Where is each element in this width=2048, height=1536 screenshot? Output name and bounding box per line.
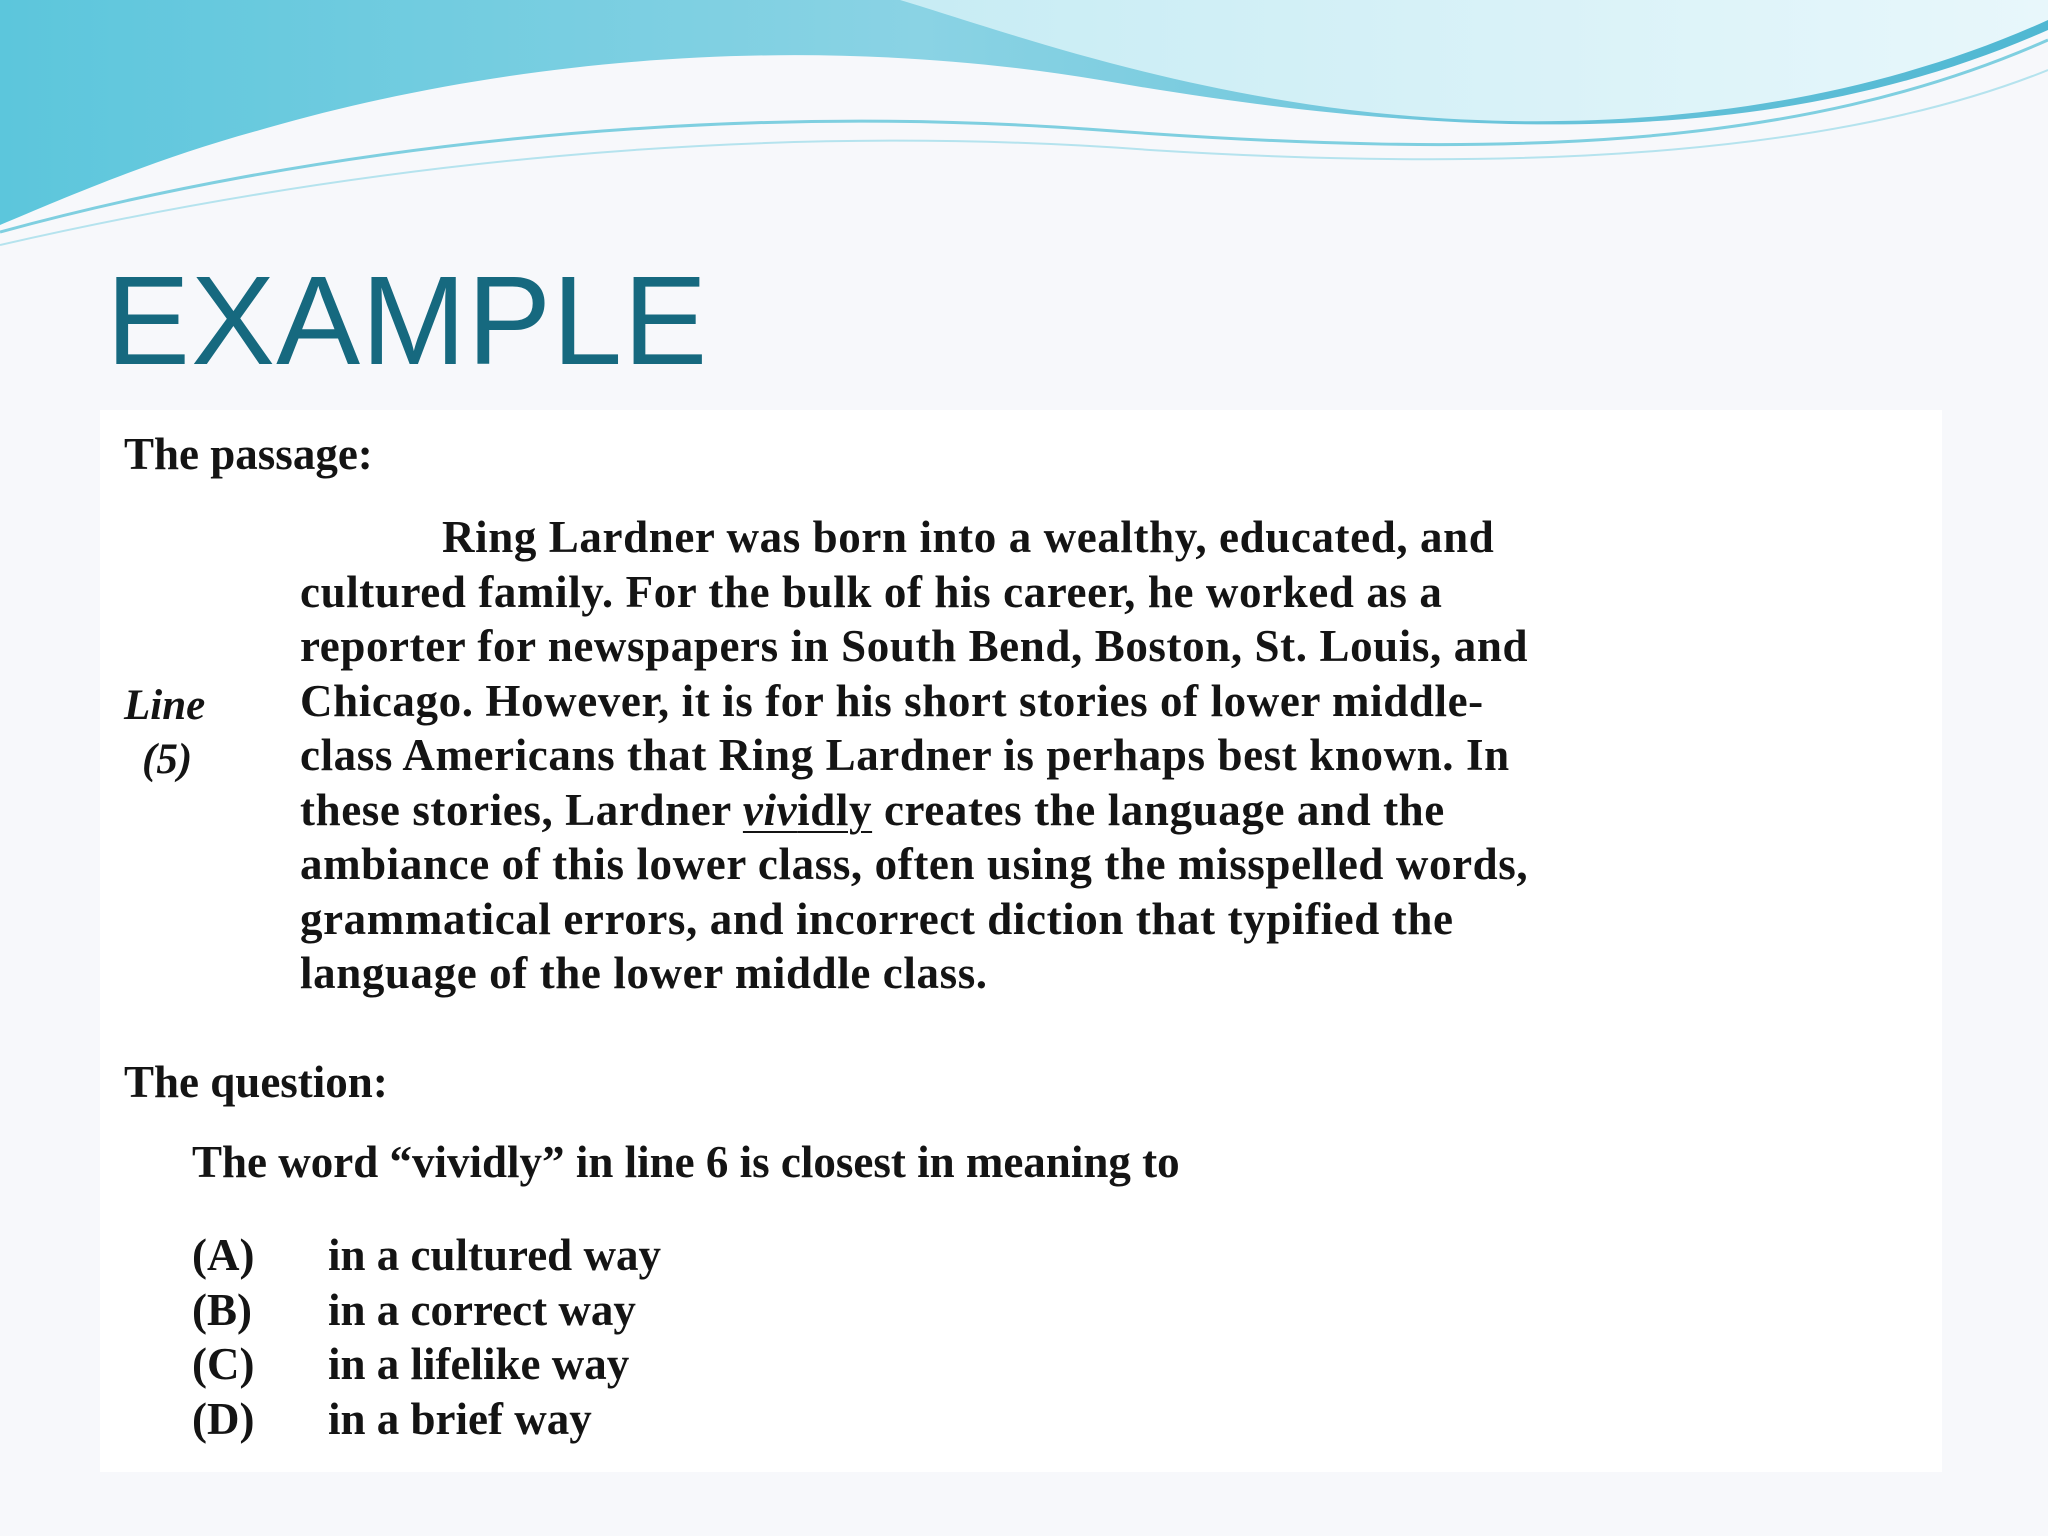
passage-line-9: language of the lower middle class. xyxy=(300,948,988,998)
slide-title: EXAMPLE xyxy=(106,250,709,391)
passage-line-1: Ring Lardner was born into a wealthy, educated, and xyxy=(442,512,1495,562)
choice-c xyxy=(192,1337,661,1392)
choice-a-text: in a cultured way xyxy=(328,1230,661,1280)
choice-b-letter: (B) xyxy=(192,1284,252,1335)
choice-d-text: in a brief way xyxy=(328,1393,592,1444)
passage-line-4: Chicago. However, it is for his short stories of lower middle- xyxy=(300,675,1484,726)
choice-d-letter: (D) xyxy=(192,1393,255,1444)
passage-line-5: class Americans that Ring Lardner is perhaps best known. In xyxy=(300,730,1510,780)
choice-b xyxy=(192,1283,661,1338)
underlined-target-word xyxy=(743,785,872,835)
choice-d xyxy=(192,1392,661,1447)
choice-b-text: in a correct way xyxy=(328,1284,636,1335)
passage-line-6 xyxy=(300,783,1940,838)
question-heading: The question: xyxy=(124,1057,388,1107)
target-word-italic: viv xyxy=(742,784,798,835)
passage-line-2: cultured family. For the bulk of his career, he worked as a xyxy=(300,566,1443,617)
choice-a-letter: (A) xyxy=(192,1230,255,1280)
header-wave-decoration xyxy=(0,0,2048,260)
line-marker-word: Line xyxy=(124,682,206,729)
question-stem-after: in line 6 is closest in meaning to xyxy=(564,1137,1180,1187)
question-stem-before: The word xyxy=(192,1137,390,1187)
passage-line-3: reporter for newspapers in South Bend, Boston, St. Louis, and xyxy=(300,621,1529,671)
answer-choices xyxy=(192,1228,661,1446)
choice-a xyxy=(192,1228,661,1283)
passage-line-8: grammatical errors, and incorrect diction that typified the xyxy=(300,893,1454,944)
passage-line-6-after: creates the language and the xyxy=(872,784,1445,835)
question-stem xyxy=(192,1137,1180,1187)
passage-line-6-before: these stories, Lardner xyxy=(300,784,743,835)
question-keyword: “vividly” xyxy=(389,1137,565,1187)
target-word-rest: idly xyxy=(797,784,873,835)
passage-line-7: ambiance of this lower class, often using the misspelled words, xyxy=(300,839,1529,889)
choice-c-text: in a lifelike way xyxy=(328,1339,630,1389)
scanned-test-excerpt xyxy=(100,410,1942,1472)
choice-c-letter: (C) xyxy=(192,1339,255,1389)
line-marker-number: (5) xyxy=(142,736,193,783)
passage-heading: The passage: xyxy=(124,429,373,479)
reading-passage xyxy=(300,510,1940,1001)
